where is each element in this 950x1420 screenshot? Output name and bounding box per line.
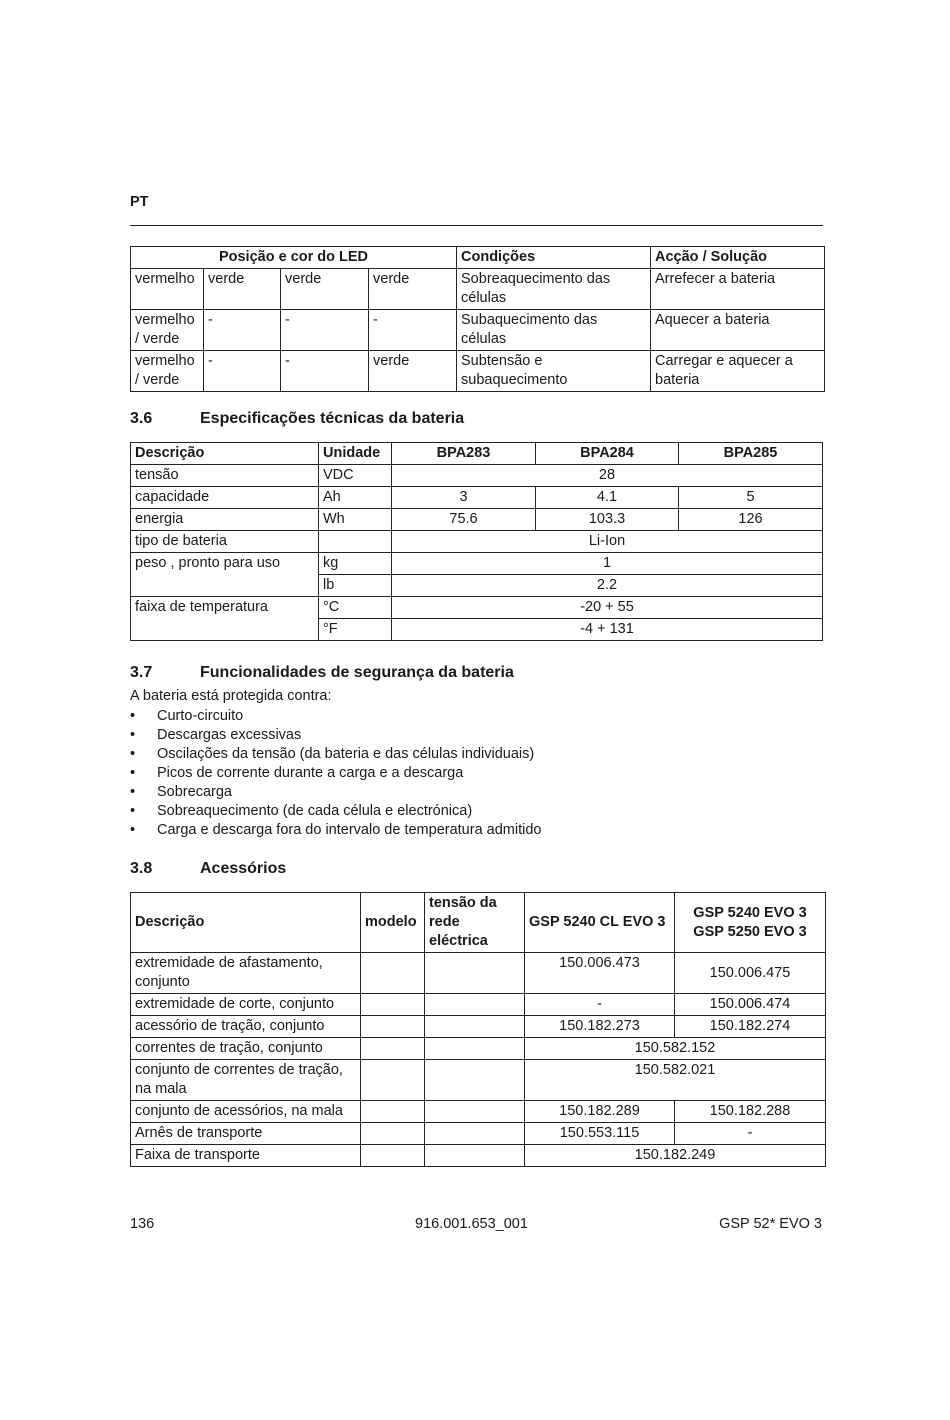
- description-header: Descrição: [131, 443, 319, 465]
- part-number: 150.182.289: [525, 1101, 675, 1123]
- action-cell: Carregar e aquecer a bateria: [651, 351, 825, 392]
- led-cell: vermelho / verde: [131, 310, 204, 351]
- led-cell: -: [204, 351, 281, 392]
- spec-unit: lb: [319, 575, 392, 597]
- spec-unit: VDC: [319, 465, 392, 487]
- led-status-table: [130, 246, 825, 392]
- section-number: 3.7: [130, 664, 153, 681]
- spec-description: peso , pronto para uso: [131, 553, 319, 597]
- table-row: [131, 553, 823, 575]
- table-row: [131, 351, 825, 392]
- action-cell: Arrefecer a bateria: [651, 269, 825, 310]
- table-header-row: [131, 893, 826, 953]
- voltage-cell: [425, 1060, 525, 1101]
- header-divider: [130, 225, 823, 226]
- spec-value: -4 + 131: [392, 619, 823, 641]
- description-header: Descrição: [131, 893, 361, 953]
- part-number: 150.006.474: [675, 994, 826, 1016]
- model-cell: [361, 1101, 425, 1123]
- section-title: Acessórios: [200, 860, 287, 877]
- table-row: [131, 1145, 826, 1167]
- table-row: [131, 1123, 826, 1145]
- protection-intro: A bateria está protegida contra:: [130, 688, 332, 704]
- table-row: [131, 531, 823, 553]
- led-position-header: Posição e cor do LED: [131, 247, 457, 269]
- led-cell: verde: [204, 269, 281, 310]
- list-item: • Picos de corrente durante a carga e a descarga: [130, 764, 541, 783]
- action-header: Acção / Solução: [651, 247, 825, 269]
- battery-specs-table: [130, 442, 823, 641]
- language-label: PT: [130, 194, 149, 210]
- page-number: 136: [130, 1216, 155, 1232]
- conditions-header: Condições: [457, 247, 651, 269]
- spec-description: capacidade: [131, 487, 319, 509]
- model-cell: [361, 1016, 425, 1038]
- model-cell: [361, 953, 425, 994]
- section-number: 3.6: [130, 410, 153, 427]
- spec-value: -20 + 55: [392, 597, 823, 619]
- spec-value: 2.2: [392, 575, 823, 597]
- model-cell: [361, 1060, 425, 1101]
- condition-cell: Sobreaquecimento das células: [457, 269, 651, 310]
- table-header-row: [131, 443, 823, 465]
- spec-value: Li-Ion: [392, 531, 823, 553]
- list-item: • Descargas excessivas: [130, 726, 541, 745]
- unit-header: Unidade: [319, 443, 392, 465]
- part-number: 150.182.274: [675, 1016, 826, 1038]
- table-row: [131, 465, 823, 487]
- model-cell: [361, 1145, 425, 1167]
- spec-value: 103.3: [536, 509, 679, 531]
- model-cell: [361, 1038, 425, 1060]
- table-header-row: [131, 247, 825, 269]
- led-cell: vermelho: [131, 269, 204, 310]
- table-row: [131, 310, 825, 351]
- voltage-cell: [425, 1123, 525, 1145]
- list-item: • Sobreaquecimento (de cada célula e electrónica): [130, 802, 541, 821]
- section-heading-3-8: [130, 860, 286, 878]
- part-number: 150.182.249: [525, 1145, 826, 1167]
- spec-value: 4.1: [536, 487, 679, 509]
- spec-unit: °F: [319, 619, 392, 641]
- accessories-table: [130, 892, 826, 1167]
- list-item: • Oscilações da tensão (da bateria e das células individuais): [130, 745, 541, 764]
- part-number: -: [525, 994, 675, 1016]
- table-row: [131, 994, 826, 1016]
- table-row: [131, 269, 825, 310]
- voltage-cell: [425, 1038, 525, 1060]
- bpa284-header: BPA284: [536, 443, 679, 465]
- led-cell: -: [204, 310, 281, 351]
- part-number: -: [675, 1123, 826, 1145]
- led-cell: -: [281, 351, 369, 392]
- spec-description: energia: [131, 509, 319, 531]
- led-cell: verde: [369, 269, 457, 310]
- voltage-cell: [425, 1145, 525, 1167]
- part-number: 150.182.288: [675, 1101, 826, 1123]
- model-header: modelo: [361, 893, 425, 953]
- condition-cell: Subtensão e subaquecimento: [457, 351, 651, 392]
- gsp-5240-5250-header: [675, 893, 826, 953]
- voltage-cell: [425, 953, 525, 994]
- table-row: [131, 1016, 826, 1038]
- part-number: 150.553.115: [525, 1123, 675, 1145]
- led-cell: -: [281, 310, 369, 351]
- section-number: 3.8: [130, 860, 153, 877]
- spec-value: 1: [392, 553, 823, 575]
- accessory-description: conjunto de acessórios, na mala: [131, 1101, 361, 1123]
- table-row: [131, 509, 823, 531]
- list-item: • Sobrecarga: [130, 783, 541, 802]
- table-row: [131, 487, 823, 509]
- spec-value: 75.6: [392, 509, 536, 531]
- document-id: 916.001.653_001: [415, 1216, 528, 1232]
- gsp-5250-label: GSP 5250 EVO 3: [693, 923, 807, 940]
- accessory-description: correntes de tração, conjunto: [131, 1038, 361, 1060]
- accessory-description: Arnês de transporte: [131, 1123, 361, 1145]
- table-row: [131, 597, 823, 619]
- voltage-cell: [425, 1016, 525, 1038]
- accessory-description: conjunto de correntes de tração, na mala: [131, 1060, 361, 1101]
- condition-cell: Subaquecimento das células: [457, 310, 651, 351]
- model-cell: [361, 1123, 425, 1145]
- spec-value: 28: [392, 465, 823, 487]
- spec-unit: Ah: [319, 487, 392, 509]
- spec-unit: [319, 531, 392, 553]
- accessory-description: extremidade de corte, conjunto: [131, 994, 361, 1016]
- table-row: [131, 953, 826, 994]
- list-item: • Carga e descarga fora do intervalo de temperatura admitido: [130, 821, 541, 840]
- bpa285-header: BPA285: [679, 443, 823, 465]
- accessory-description: Faixa de transporte: [131, 1145, 361, 1167]
- mains-voltage-header: tensão da rede eléctrica: [425, 893, 525, 953]
- spec-value: 5: [679, 487, 823, 509]
- product-name: GSP 52* EVO 3: [719, 1216, 822, 1232]
- spec-description: tipo de bateria: [131, 531, 319, 553]
- spec-description: tensão: [131, 465, 319, 487]
- part-number: 150.582.021: [525, 1060, 826, 1101]
- accessory-description: acessório de tração, conjunto: [131, 1016, 361, 1038]
- bpa283-header: BPA283: [392, 443, 536, 465]
- table-row: [131, 1038, 826, 1060]
- section-heading-3-6: [130, 410, 464, 428]
- spec-unit: kg: [319, 553, 392, 575]
- led-cell: verde: [281, 269, 369, 310]
- led-cell: verde: [369, 351, 457, 392]
- section-title: Especificações técnicas da bateria: [200, 410, 465, 427]
- section-title: Funcionalidades de segurança da bateria: [200, 664, 514, 681]
- spec-description: faixa de temperatura: [131, 597, 319, 641]
- action-cell: Aquecer a bateria: [651, 310, 825, 351]
- gsp-5240-label: GSP 5240 EVO 3: [693, 904, 807, 921]
- voltage-cell: [425, 994, 525, 1016]
- model-cell: [361, 994, 425, 1016]
- gsp-5240-cl-header: GSP 5240 CL EVO 3: [525, 893, 675, 953]
- table-row: [131, 1101, 826, 1123]
- accessory-description: extremidade de afastamento, conjunto: [131, 953, 361, 994]
- spec-value: 126: [679, 509, 823, 531]
- led-cell: -: [369, 310, 457, 351]
- part-number: 150.582.152: [525, 1038, 826, 1060]
- part-number: 150.006.475: [675, 953, 826, 994]
- led-cell: vermelho / verde: [131, 351, 204, 392]
- list-item: • Curto-circuito: [130, 707, 541, 726]
- spec-value: 3: [392, 487, 536, 509]
- spec-unit: Wh: [319, 509, 392, 531]
- part-number: 150.182.273: [525, 1016, 675, 1038]
- voltage-cell: [425, 1101, 525, 1123]
- part-number: 150.006.473: [525, 953, 675, 994]
- section-heading-3-7: [130, 664, 514, 682]
- protection-list: [130, 707, 541, 840]
- spec-unit: °C: [319, 597, 392, 619]
- table-row: [131, 1060, 826, 1101]
